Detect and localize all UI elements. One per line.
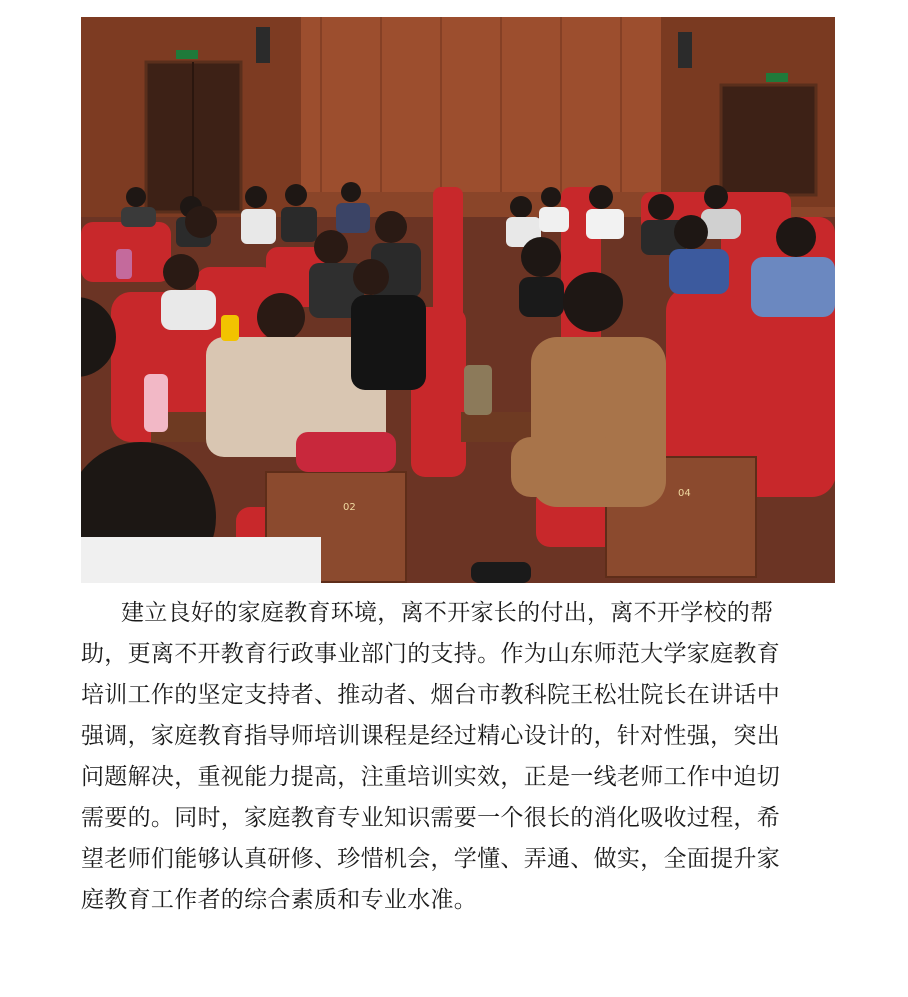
article-line: 问题解决，重视能力提高，注重培训实效，正是一线老师工作中迫切 (81, 764, 780, 790)
article-line: 需要的。同时，家庭教育专业知识需要一个很长的消化吸收过程，希 (81, 805, 780, 831)
article-body (81, 593, 841, 921)
classroom-photo (81, 17, 835, 583)
article-line: 望老师们能够认真研修、珍惜机会，学懂、弄通、做实，全面提升家 (81, 846, 780, 872)
article-line: 培训工作的坚定支持者、推动者、烟台市教科院王松壮院长在讲话中 (81, 682, 780, 708)
seat-number-label: 02 (343, 502, 356, 513)
article-line: 强调，家庭教育指导师培训课程是经过精心设计的，针对性强，突出 (81, 723, 780, 749)
article-line: 建立良好的家庭教育环境，离不开家长的付出，离不开学校的帮 (121, 600, 774, 626)
seat-number-label: 04 (678, 488, 691, 499)
article-line: 庭教育工作者的综合素质和专业水准。 (81, 887, 478, 913)
article-line: 助，更离不开教育行政事业部门的支持。作为山东师范大学家庭教育 (81, 641, 780, 667)
